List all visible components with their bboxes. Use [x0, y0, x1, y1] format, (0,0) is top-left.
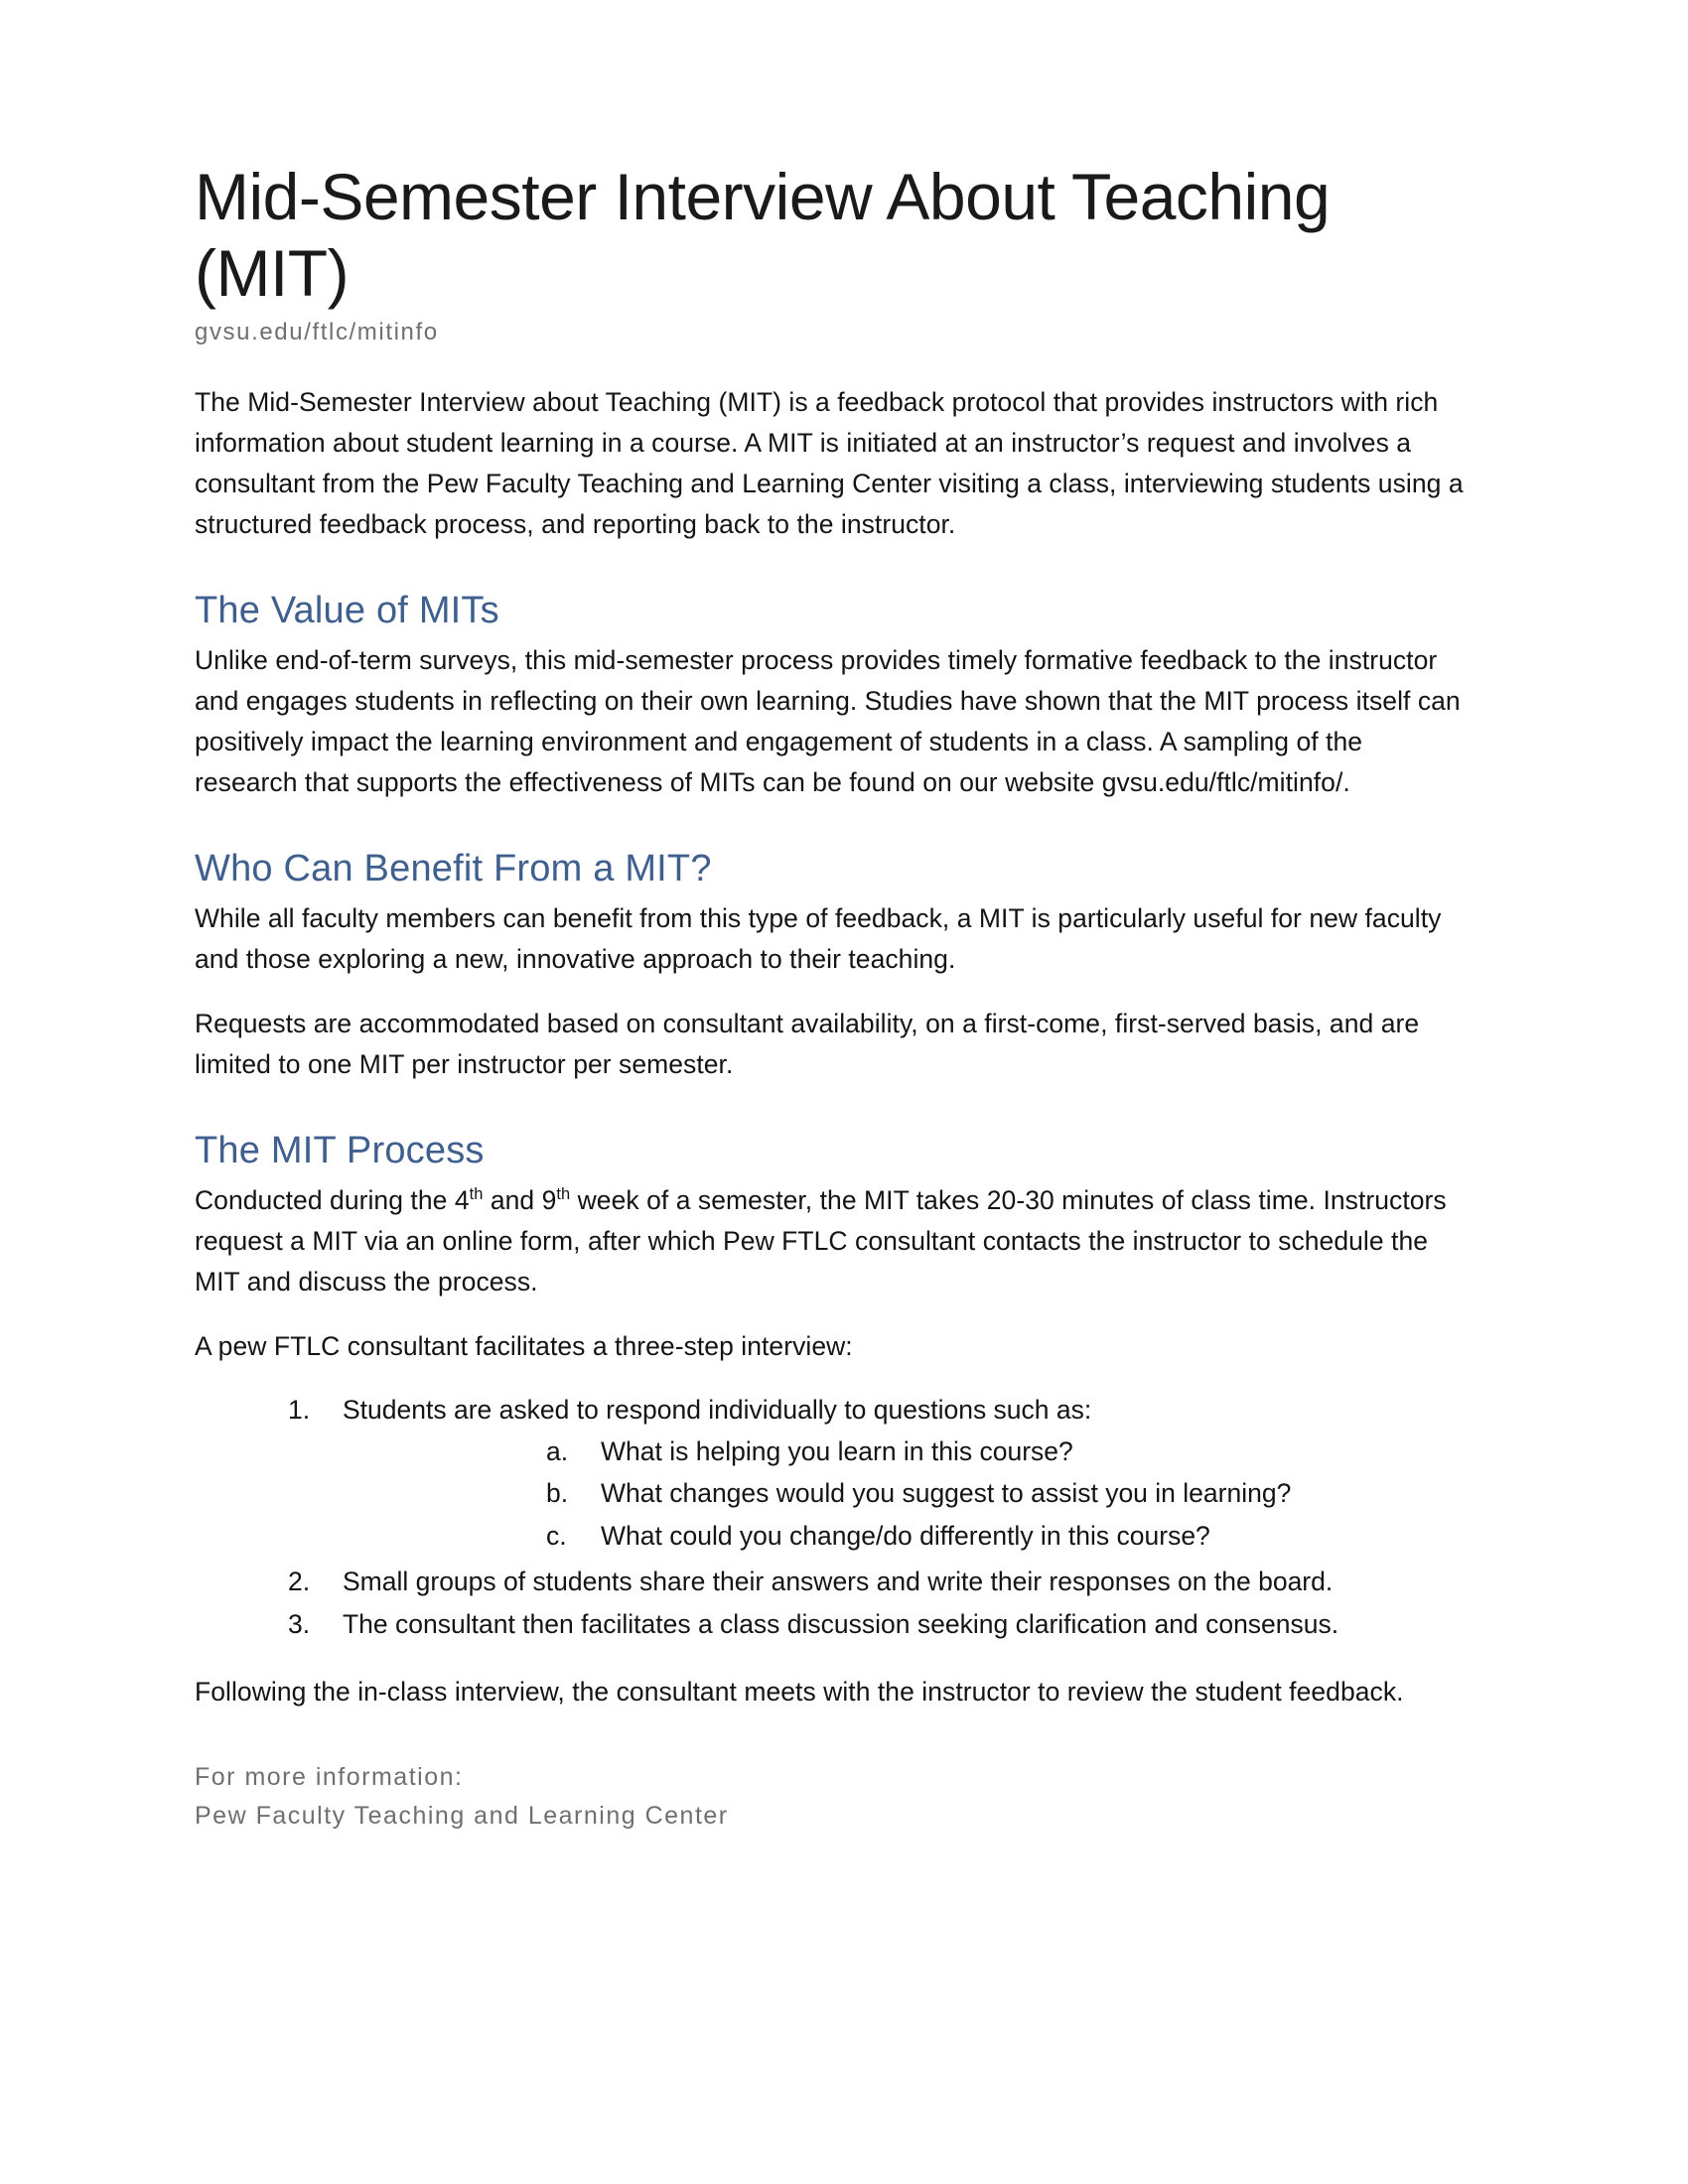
- heading-who-can-benefit: Who Can Benefit From a MIT?: [195, 848, 712, 890]
- list-item: [195, 1391, 1471, 1560]
- footer-contact-block: [195, 1758, 1471, 1836]
- list-item-body: [343, 1391, 1471, 1560]
- section-who-can-benefit: [195, 847, 1471, 1085]
- list-item-label: Small groups of students share their answers and write their responses on the board.: [343, 1566, 1334, 1596]
- intro-paragraph: The Mid-Semester Interview about Teaching (MIT) is a feedback protocol that provides instructors with rich information about student learning in a course. A MIT is initiated at an instructor’s request and involves a consultant from the Pew Faculty Teaching and Learning Center visiting a class, interviewing students using a structured feedback process, and reporting back to the instructor.: [195, 387, 1464, 540]
- list-item-label: The consultant then facilitates a class discussion seeking clarification and consensus.: [343, 1608, 1339, 1639]
- list-marker: b.: [546, 1478, 569, 1509]
- list-item: [343, 1474, 1471, 1514]
- ordinal-suffix-ninth: th: [556, 1184, 571, 1203]
- process-closing-paragraph: Following the in-class interview, the consultant meets with the instructor to review the student feedback.: [195, 1677, 1404, 1707]
- section-mit-process: [195, 1129, 1471, 1712]
- process-intro-part-2: and 9: [483, 1184, 557, 1215]
- list-marker: a.: [546, 1435, 569, 1466]
- heading-mit-process: The MIT Process: [195, 1130, 485, 1172]
- process-intro-part-3: week of a semester, the MIT takes 20-30 minutes of class time. Instructors request a MIT via an online form, after which Pew FTLC consultant contacts the instructor to schedule the MIT and discuss the process.: [195, 1184, 1447, 1297]
- list-item-label: What is helping you learn in this course?: [601, 1435, 1073, 1466]
- process-steps-list: [195, 1391, 1471, 1645]
- list-item-label: What changes would you suggest to assist you in learning?: [601, 1478, 1292, 1509]
- benefit-paragraph-1: While all faculty members can benefit from this type of feedback, a MIT is particularly useful for new faculty and those exploring a new, innovative approach to their teaching.: [195, 902, 1442, 974]
- footer-organization-name: Pew Faculty Teaching and Learning Center: [195, 1802, 729, 1831]
- list-item-label: Students are asked to respond individually to questions such as:: [343, 1394, 1092, 1425]
- list-item: [195, 1563, 1471, 1602]
- process-lead-in-paragraph: A pew FTLC consultant facilitates a three-step interview:: [195, 1330, 853, 1361]
- ordinal-suffix-fourth: th: [469, 1184, 484, 1203]
- list-marker: c.: [546, 1521, 567, 1552]
- list-item: [343, 1517, 1471, 1557]
- value-of-mits-paragraph: Unlike end-of-term surveys, this mid-semester process provides timely formative feedback to the instructor and engages students in reflecting on their own learning. Studies have shown that the MIT process itself can positively impact the learning environment and engagement of students in a class. A sampling of the research that supports the effectiveness of MITs can be found on our website gvsu.edu/ftlc/mitinfo/.: [195, 644, 1461, 798]
- list-marker: 1.: [288, 1394, 311, 1425]
- list-item-label: What could you change/do differently in this course?: [601, 1521, 1210, 1552]
- document-url-subtitle: gvsu.edu/ftlc/mitinfo: [195, 319, 439, 346]
- document-content: [195, 159, 1471, 1836]
- process-intro-part-1: Conducted during the 4: [195, 1184, 470, 1215]
- page-title: Mid-Semester Interview About Teaching (MIT): [195, 160, 1331, 310]
- list-marker: 3.: [288, 1608, 311, 1639]
- list-item: [195, 1605, 1471, 1645]
- intro-section: [195, 382, 1471, 545]
- list-item: [343, 1433, 1471, 1472]
- process-substeps-list: [343, 1433, 1471, 1557]
- heading-value-of-mits: The Value of MITs: [195, 590, 499, 632]
- process-intro-paragraph: [195, 1180, 1471, 1302]
- footer-more-information-label: For more information:: [195, 1763, 464, 1792]
- section-value-of-mits: [195, 589, 1471, 803]
- benefit-paragraph-2: Requests are accommodated based on consultant availability, on a first-come, first-served basis, and are limited to one MIT per instructor per semester.: [195, 1008, 1420, 1079]
- list-marker: 2.: [288, 1566, 311, 1596]
